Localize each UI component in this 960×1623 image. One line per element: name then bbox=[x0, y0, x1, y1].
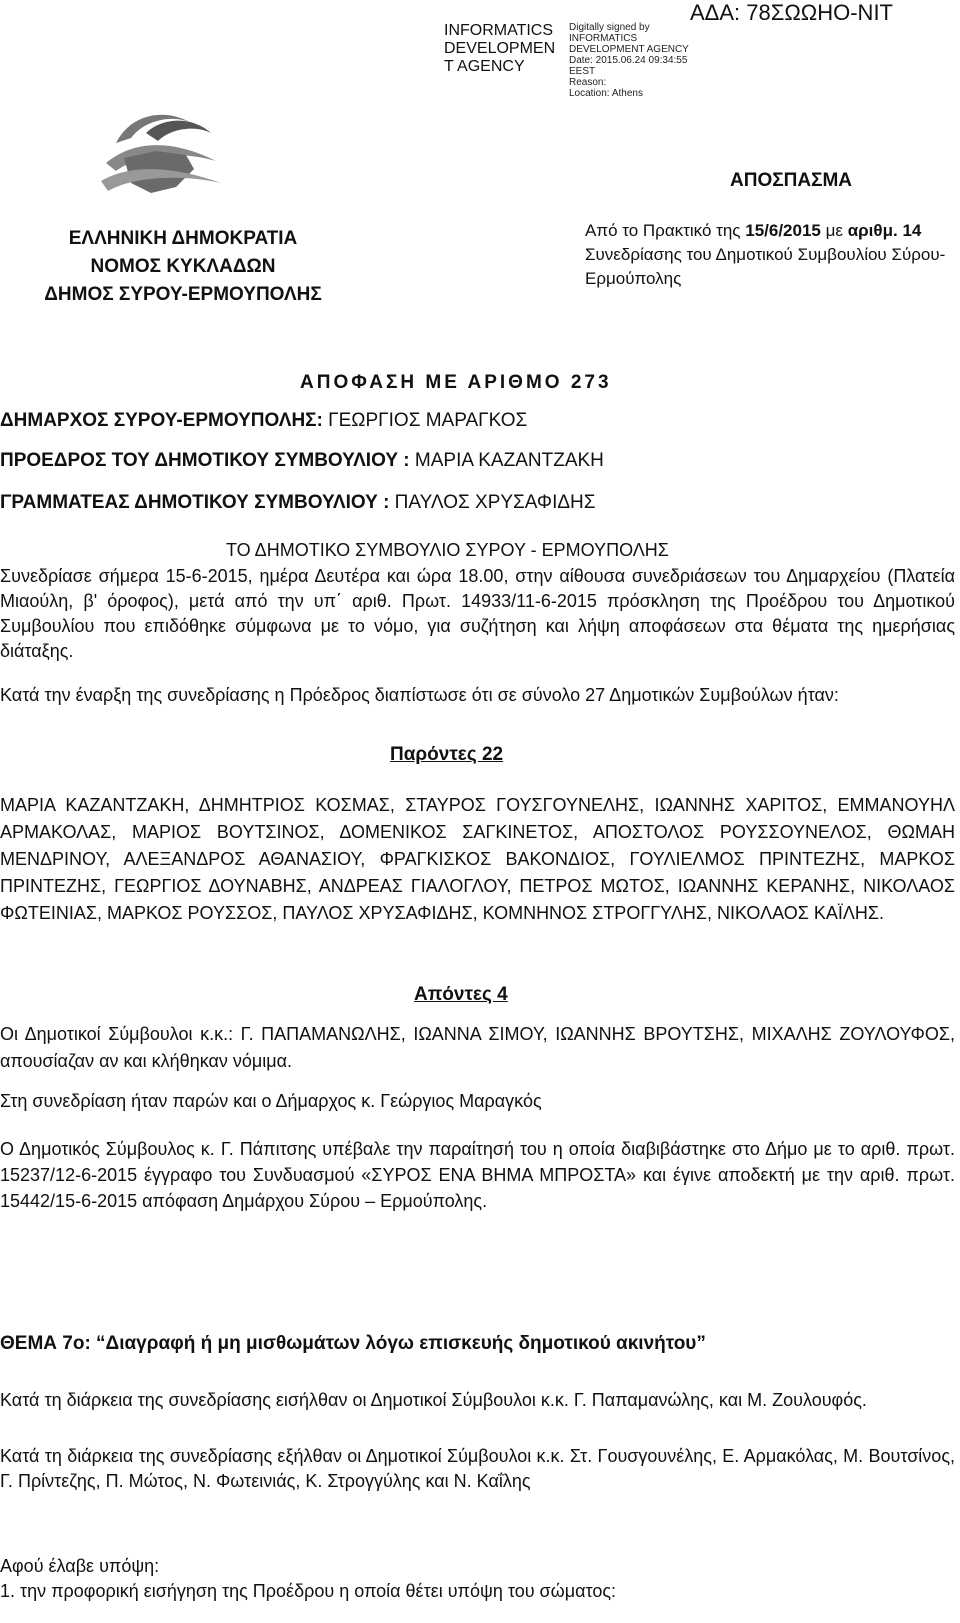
signature-meta-line: INFORMATICS bbox=[569, 33, 638, 44]
secretary-name: ΠΑΥΛΟΣ ΧΡΥΣΑΦΙΔΗΣ bbox=[389, 492, 596, 513]
secretary-row bbox=[0, 492, 596, 514]
mayor-row bbox=[0, 410, 527, 432]
minutes-number: αριθμ. 14 bbox=[847, 221, 922, 240]
president-name: ΜΑΡΙΑ ΚΑΖΑΝΤΖΑΚΗ bbox=[409, 450, 604, 471]
signature-meta-line: EEST bbox=[569, 66, 596, 77]
agenda-item-title: ΘΕΜΑ 7ο: “Διαγραφή ή μη μισθωμάτων λόγω επισκευής δημοτικού ακινήτου” bbox=[0, 1333, 706, 1354]
signature-org-line: T AGENCY bbox=[444, 58, 525, 75]
authority-line: ΔΗΜΟΣ ΣΥΡΟΥ-ΕΡΜΟΥΠΟΛΗΣ bbox=[44, 284, 322, 305]
president-label: ΠΡΟΕΔΡΟΣ ΤΟΥ ΔΗΜΟΤΙΚΟΥ ΣΥΜΒΟΥΛΙΟΥ : bbox=[0, 450, 410, 471]
resignation-paragraph: Ο Δημοτικός Σύμβουλος κ. Γ. Πάπιτσης υπέβαλε την παραίτησή του η οποία διαβιβάστηκε στο Δήμο με το αριθ. πρωτ. 15237/12-6-2015 έγγραφο του Συνδυασμού «ΣΥΡΟΣ ΕΝΑ ΒΗΜΑ ΜΠΡΟΣΤΑ» και έγινε αποδεκτή με την αριθ. πρωτ. 15442/15-6-2015 απόφαση Δημάρχου Σύρου – Ερμούπολης. bbox=[0, 1139, 955, 1211]
absent-heading: Απόντες 4 bbox=[414, 984, 508, 1005]
signature-meta-line: Location: Athens bbox=[569, 88, 643, 99]
present-members-list: ΜΑΡΙΑ ΚΑΖΑΝΤΖΑΚΗ, ΔΗΜΗΤΡΙΟΣ ΚΟΣΜΑΣ, ΣΤΑΥΡΟΣ ΓΟΥΣΓΟΥΝΕΛΗΣ, ΙΩΑΝΝΗΣ ΧΑΡΙΤΟΣ, ΕΜΜΑΝΟΥΗΛ ΑΡΜΑΚΟΛΑΣ, ΜΑΡΙΟΣ ΒΟΥΤΣΙΝΟΣ, ΔΟΜΕΝΙΚΟΣ ΣΑΓΚΙΝΕΤΟΣ, ΑΠΟΣΤΟΛΟΣ ΡΟΥΣΣΟΥΝΕΛΟΣ, ΘΩΜΑΗ ΜΕΝΔΡΙΝΟΥ, ΑΛΕΞΑΝΔΡΟΣ ΑΘΑΝΑΣΙΟΥ, ΦΡΑΓΚΙΣΚΟΣ ΒΑΚΟΝΔΙΟΣ, ΓΟΥΛΙΕΛΜΟΣ ΠΡΙΝΤΕΖΗΣ, ΜΑΡΚΟΣ ΠΡΙΝΤΕΖΗΣ, ΓΕΩΡΓΙΟΣ ΔΟΥΝΑΒΗΣ, ΑΝΔΡΕΑΣ ΓΙΑΛΟΓΛΟΥ, ΠΕΤΡΟΣ ΜΩΤΟΣ, ΙΩΑΝΝΗΣ ΚΕΡΑΝΗΣ, ΝΙΚΟΛΑΟΣ ΦΩΤΕΙΝΙΑΣ, ΜΑΡΚΟΣ ΡΟΥΣΣΟΣ, ΠΑΥΛΟΣ ΧΡΥΣΑΦΙΔΗΣ, ΚΟΜΝΗΝΟΣ ΣΤΡΟΓΓΥΛΗΣ, ΝΙΚΟΛΑΟΣ ΚΑΪΛΗΣ. bbox=[0, 795, 955, 923]
issuing-authority bbox=[28, 225, 338, 309]
minutes-ref-rest: Συνεδρίασης του Δημοτικού Συμβουλίου Σύρου- Ερμούπολης bbox=[585, 245, 946, 288]
signature-metadata bbox=[569, 22, 689, 99]
absent-members-paragraph: Οι Δημοτικοί Σύμβουλοι κ.κ.: Γ. ΠΑΠΑΜΑΝΩΛΗΣ, ΙΩΑΝΝΑ ΣΙΜΟΥ, ΙΩΑΝΝΗΣ ΒΡΟΥΤΣΗΣ, ΜΙΧΑΛΗΣ ΖΟΥΛΟΥΦΟΣ, απουσίαζαν αν και κλήθηκαν νόμιμα. bbox=[0, 1024, 955, 1071]
council-heading: ΤΟ ΔΗΜΟΤΙΚΟ ΣΥΜΒΟΥΛΙΟ ΣΥΡΟΥ - ΕΡΜΟΥΠΟΛΗΣ bbox=[226, 540, 669, 560]
secretary-label: ΓΡΑΜΜΑΤΕΑΣ ΔΗΜΟΤΙΚΟΥ ΣΥΜΒΟΥΛΙΟΥ : bbox=[0, 492, 390, 513]
mayor-name: ΓΕΩΡΓΙΟΣ ΜΑΡΑΓΚΟΣ bbox=[322, 410, 528, 431]
minutes-ref-prefix: Από το Πρακτικό της bbox=[585, 221, 746, 240]
signature-meta-line: DEVELOPMENT AGENCY bbox=[569, 44, 689, 55]
members-entered-paragraph: Κατά τη διάρκεια της συνεδρίασης εισήλθαν οι Δημοτικοί Σύμβουλοι κ.κ. Γ. Παπαμανώλης, και Μ. Ζουλουφός. bbox=[0, 1390, 867, 1410]
authority-line: ΕΛΛΗΝΙΚΗ ΔΗΜΟΚΡΑΤΙΑ bbox=[68, 228, 298, 249]
quorum-paragraph: Κατά την έναρξη της συνεδρίασης η Πρόεδρος διαπίστωσε ότι σε σύνολο 27 Δημοτικών Συμβούλων ήταν: bbox=[0, 685, 839, 705]
signature-org-line: INFORMATICS bbox=[444, 22, 554, 39]
authority-line: ΝΟΜΟΣ ΚΥΚΛΑΔΩΝ bbox=[90, 256, 276, 277]
session-intro-paragraph: Συνεδρίασε σήμερα 15-6-2015, ημέρα Δευτέρα και ώρα 18.00, στην αίθουσα συνεδριάσεων του Δημαρχείου (Πλατεία Μιαούλη, β' όροφος), μετά από την υπ΄ αριθ. Πρωτ. 14933/11-6-2015 πρόσκληση της Προέδρου του Δημοτικού Συμβουλίου που επιδόθηκε σύμφωνα με το νόμο, για συζήτηση και λήψη αποφάσεων στα θέματα της ημερήσιας διάταξης. bbox=[0, 566, 955, 661]
considering-heading: Αφού έλαβε υπόψη: bbox=[0, 1556, 160, 1576]
signature-organization bbox=[444, 22, 564, 76]
signature-meta-line: Date: 2015.06.24 09:34:55 bbox=[569, 55, 688, 66]
present-heading: Παρόντες 22 bbox=[390, 744, 504, 765]
signature-org-line: DEVELOPMEN bbox=[444, 40, 556, 57]
decision-title: ΑΠΟΦΑΣΗ ΜΕ ΑΡΙΘΜΟ 273 bbox=[300, 372, 612, 393]
members-exited-paragraph: Κατά τη διάρκεια της συνεδρίασης εξήλθαν οι Δημοτικοί Σύμβουλοι κ.κ. Στ. Γουσγουνέλης, Ε. Αρμακόλας, Μ. Βουτσίνος, Γ. Πρίντεζης, Π. Μώτος, Ν. Φωτεινιάς, Κ. Στρογγύλης και Ν. Καΐλης bbox=[0, 1446, 955, 1491]
president-row bbox=[0, 450, 604, 472]
mayor-label: ΔΗΜΑΡΧΟΣ ΣΥΡΟΥ-ΕΡΜΟΥΠΟΛΗΣ: bbox=[0, 410, 323, 431]
mayor-present-paragraph: Στη συνεδρίαση ήταν παρών και ο Δήμαρχος κ. Γεώργιος Μαραγκός bbox=[0, 1091, 542, 1111]
excerpt-heading: ΑΠΟΣΠΑΣΜΑ bbox=[730, 170, 853, 191]
municipality-logo-icon bbox=[96, 103, 226, 203]
considering-item-1: 1. την προφορική εισήγηση της Προέδρου η οποία θέτει υπόψη του σώματος: bbox=[0, 1581, 617, 1601]
signature-meta-line: Reason: bbox=[569, 77, 607, 88]
minutes-ref-me: με bbox=[820, 221, 843, 240]
minutes-date: 15/6/2015 bbox=[745, 221, 821, 240]
minutes-reference bbox=[585, 219, 955, 291]
signature-meta-line: Digitally signed by bbox=[569, 22, 650, 33]
ada-code: ΑΔΑ: 78ΣΩΩΗΟ-ΝΙΤ bbox=[690, 0, 893, 25]
